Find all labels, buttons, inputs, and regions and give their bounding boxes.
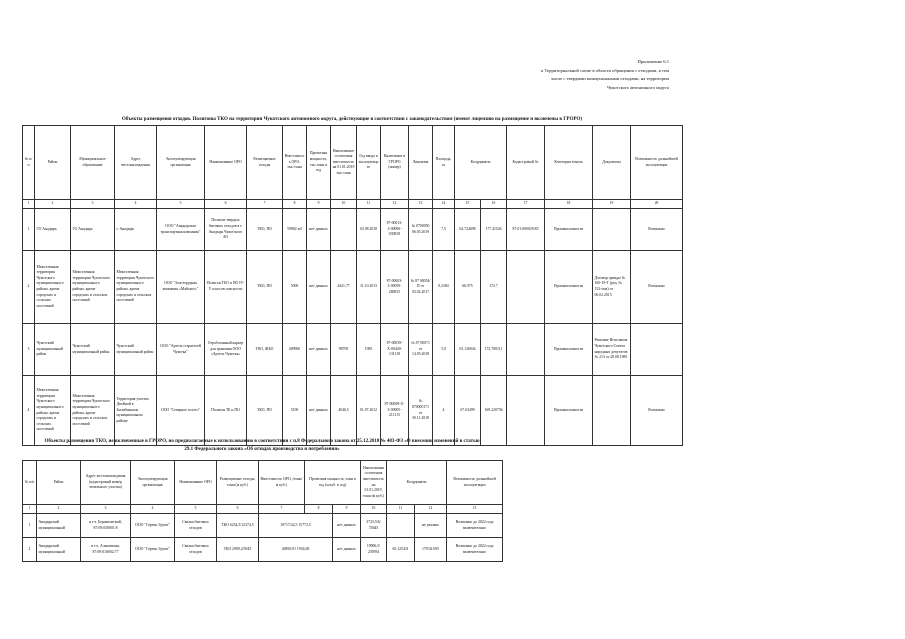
t2-header: Проектная мощность, тонн в год (м куб. в год) — [305, 461, 361, 505]
t2-cell — [387, 514, 415, 538]
t2-header: № п/п — [23, 461, 37, 505]
t1-header: Документы — [593, 126, 631, 200]
t2-cell: ТКО 6234,5/12374,5 — [217, 514, 259, 538]
t1-cell: 64.724698 — [455, 209, 481, 251]
t1-cell: № 87 00054/П от 03.02.2017 — [409, 251, 433, 324]
t1-cell: Межселенная территория Чукотского муниципального района, кроме городских и сельских поселений — [35, 376, 71, 446]
t2-cell: Свалка бытовых отходов — [175, 514, 217, 538]
t1-cell: ООО "Северное золото" — [157, 376, 205, 446]
t1-cell: ТКО, ЖБО — [247, 324, 283, 376]
t1-cell: Договор аренды № 160-19-Т (ред. № 152-ома) от 06.02.2015 — [593, 251, 631, 324]
t1-cell — [631, 324, 683, 376]
t1-cell: Возможно — [631, 251, 683, 324]
landfill-table — [22, 125, 683, 446]
t1-col-number: 15 — [455, 200, 481, 209]
table1-title: Объекты размещения отходов. Полигоны ТКО на территории Чукотского автономного округа, действующие в соответствии с законодательством (имеют лицензию на размещение и включены в ГРОРО) — [121, 117, 583, 122]
t1-cell: 67.63499 — [455, 376, 481, 446]
t1-cell: Решение Исполкома Чукотского Совета народных депутатов № 213 от 28.08.1985 — [593, 324, 631, 376]
t1-header: Адрес местонахождения — [115, 126, 157, 200]
t2-header: Вместимость ОРО, (тонн/м куб.) — [259, 461, 305, 505]
t1-cell: 87-00003-З-00059-280815 — [381, 251, 409, 324]
t2-cell: 1 — [23, 514, 37, 538]
t2-cell: Возможно до 2022 года включительно — [447, 514, 503, 538]
t1-cell: ГО Анадырь — [35, 209, 71, 251]
t1-cell: Территория участка Двойной в Билибинском муниципальном районе — [115, 376, 157, 446]
t1-cell: 177.41526 — [481, 209, 507, 251]
t1-cell: 4 — [23, 376, 35, 446]
t1-col-number: 6 — [205, 200, 247, 209]
t1-header: № п/п — [23, 126, 35, 200]
t1-cell: 169.220736 — [481, 376, 507, 446]
t2-col-number: 6 — [217, 505, 259, 514]
t1-cell: Межселенная территория Чукотского муниципального района, кроме городских и сельских поселений — [35, 251, 71, 324]
t2-header: Возможность дальнейшей эксплуатации — [447, 461, 503, 505]
table2-title-line-2: 29.1 Федерального закона «Об отходах производства и потребления» — [184, 447, 340, 452]
table1-header-row — [23, 126, 683, 200]
t1-col-number: 18 — [545, 200, 593, 209]
t2-cell: нет данных — [333, 514, 361, 538]
t2-col-number: 1 — [23, 505, 37, 514]
t1-col-number: 16 — [481, 200, 507, 209]
t1-cell: 59882 м3 — [283, 209, 307, 251]
t1-col-number: 10 — [331, 200, 357, 209]
appendix-note — [541, 58, 669, 92]
t1-cell: нет данных — [307, 376, 331, 446]
t1-cell: Межселенная территория Чукотского муниципального района, кроме городских и сельских поселений — [71, 251, 115, 324]
unregistered-sites-table — [22, 460, 503, 562]
t2-col-number: 8 — [305, 505, 333, 514]
t1-header: Вместимость ОРО, тыс.тонн — [283, 126, 307, 200]
t1-cell: ТКО, ПО — [247, 209, 283, 251]
table-row — [23, 324, 683, 376]
appendix-line-4: Чукотского автономного округа — [607, 84, 669, 90]
t1-cell: 4046,5 — [331, 376, 357, 446]
t1-cell: 172.7 — [481, 251, 507, 324]
t2-col-number: 11 — [387, 505, 415, 514]
t2-header: Эксплуатирующая организация — [131, 461, 175, 505]
t2-cell: 40850,81 1934,68 — [259, 538, 333, 562]
t2-cell: ООО "Сервис Групп" — [131, 514, 175, 538]
t1-col-number: 11 — [357, 200, 381, 209]
t1-cell: Чукотский муниципальный район — [35, 324, 71, 376]
t2-col-number: 12 — [415, 505, 447, 514]
t1-cell: ООО "Золоторудная компания «Майское»" — [157, 251, 205, 324]
t1-col-number: 1 — [23, 200, 35, 209]
t1-cell: 03.08.2018 — [357, 209, 381, 251]
t1-cell: Промышленности — [545, 209, 593, 251]
t1-header: Район — [35, 126, 71, 200]
t1-header: Эксплуатирующая организация — [157, 126, 205, 200]
t2-cell: в т.ч. Беринговский, 87:09:030001:8 — [81, 514, 131, 538]
t1-cell: Межселенная территория Чукотского муниципального района, кроме городских и сельских поселений — [71, 376, 115, 446]
t1-header: Площадь, га — [433, 126, 455, 200]
t1-cell: 87-00039-Х-00440-131118 — [381, 324, 409, 376]
t1-cell: 31.10.2013 — [357, 251, 381, 324]
appendix-line-2: к Территориальной схеме в области обращения с отходами, в том — [541, 67, 669, 73]
t1-cell: Промышленности — [545, 324, 593, 376]
t1-cell: ООО "Артель старателей Чукотка" — [157, 324, 205, 376]
t1-cell: 87-00013-З-00096-030818 — [381, 209, 409, 251]
t1-col-number: 20 — [631, 200, 683, 209]
t2-col-number: 5 — [175, 505, 217, 514]
t1-cell: 3 — [23, 324, 35, 376]
t1-cell: 5000 — [283, 251, 307, 324]
t1-cell: Промышленности — [545, 251, 593, 324]
t1-cell: 01.07.2012 — [357, 376, 381, 446]
t1-header: Лицензия — [409, 126, 433, 200]
t2-cell: в т.ч. Алькатваам, 87:09:010002:77 — [81, 538, 131, 562]
t1-cell — [507, 324, 545, 376]
t2-cell: 65.125431 — [387, 538, 415, 562]
t1-col-number: 2 — [35, 200, 71, 209]
table2-number-row — [23, 505, 503, 514]
t1-cell: 98709 — [331, 324, 357, 376]
t1-cell — [507, 376, 545, 446]
t2-cell: ТКО 2989,2/5945 — [217, 538, 259, 562]
t1-cell: 7,5 — [433, 209, 455, 251]
t2-cell: Анадырский муниципальный — [37, 514, 81, 538]
t1-col-number: 19 — [593, 200, 631, 209]
t1-cell: Межселенная территория Чукотского муниципального района, кроме городских и сельских поселений — [115, 251, 157, 324]
t2-cell: нет данных — [333, 538, 361, 562]
t1-cell: ГО Анадырь — [71, 209, 115, 251]
t1-cell: 65.126944 — [455, 324, 481, 376]
t1-cell: нет данных — [307, 251, 331, 324]
t1-header: Категория земель — [545, 126, 593, 200]
t1-header: Накопленное остаточная вместимость на 01.01.2019 тыс.тонн — [331, 126, 357, 200]
t1-cell: Чукотский муниципальный район — [115, 324, 157, 376]
t1-cell: № 870000171 от 30.11.2018 — [409, 376, 433, 446]
t1-cell: 172.700111 — [481, 324, 507, 376]
t1-header: Год ввода в эксплуатацию — [357, 126, 381, 200]
t1-cell: 5100 — [283, 376, 307, 446]
t1-header: Муниципальное образование — [71, 126, 115, 200]
t1-cell: ООО "Анадырская транспортная компания" — [157, 209, 205, 251]
table-row — [23, 376, 683, 446]
t1-cell: 1985 — [357, 324, 381, 376]
appendix-line-3: числе с твердыми коммунальными отходами, на территории — [551, 76, 669, 82]
table2-title — [22, 438, 502, 454]
t2-cell: 3723,5/6/ 74645 — [361, 514, 387, 538]
t1-cell — [331, 209, 357, 251]
t2-col-number: 7 — [259, 505, 305, 514]
t1-cell: № 87 00071 от 14.05.2018 — [409, 324, 433, 376]
t2-header: Размещаемые отходы, тонн (м куб.) — [217, 461, 259, 505]
t1-cell: 2 — [23, 251, 35, 324]
t1-col-number: 3 — [71, 200, 115, 209]
t1-cell — [593, 376, 631, 446]
t1-cell: № 0700050 06.05.2019 — [409, 209, 433, 251]
t1-cell: Полигон ТБ и ПО — [205, 376, 247, 446]
t1-cell: Полигон ТБО и ПО IV-V классов опасности — [205, 251, 247, 324]
t2-col-number: 10 — [361, 505, 387, 514]
t2-cell: Анадырский муниципальный — [37, 538, 81, 562]
t2-col-number: 9 — [333, 505, 361, 514]
t1-header: Размещаемые отходы — [247, 126, 283, 200]
t1-cell: 4421,77 — [331, 251, 357, 324]
t1-col-number: 8 — [283, 200, 307, 209]
t1-cell: 87-00008-Х-З-00905-211115 — [381, 376, 409, 446]
t2-header: Адрес местонахождения (кадастровый номер земельного участка) — [81, 461, 131, 505]
table-row — [23, 514, 503, 538]
t1-cell: Отработанный карьер для хранения ООО «Артель Чукотка» — [205, 324, 247, 376]
t1-cell: ТКО, ПО — [247, 251, 283, 324]
t1-cell: ТКО, ПО — [247, 376, 283, 446]
t1-cell: нет данных — [307, 324, 331, 376]
t2-header: Накопленная остаточная вместимость на 01.01.2019, тонн (м куб.) — [361, 461, 387, 505]
t1-cell: 87:01:000029:85 — [507, 209, 545, 251]
table1-number-row — [23, 200, 683, 209]
table-row — [23, 538, 503, 562]
table-row — [23, 209, 683, 251]
t2-col-number: 3 — [81, 505, 131, 514]
t1-col-number: 4 — [115, 200, 157, 209]
t1-col-number: 17 — [507, 200, 545, 209]
t2-cell: Возможно до 2022 года включительно — [447, 538, 503, 562]
t1-col-number: 9 — [307, 200, 331, 209]
t1-cell: Промышленности — [545, 376, 593, 446]
t1-col-number: 14 — [433, 200, 455, 209]
t1-header: Включение в ГРОРО (номер) — [381, 126, 409, 200]
t2-cell: 179.02.695 — [415, 538, 447, 562]
t1-col-number: 5 — [157, 200, 205, 209]
t1-col-number: 13 — [409, 200, 433, 209]
t2-cell: не указано — [415, 514, 447, 538]
t1-cell: Чукотский муниципальный район — [71, 324, 115, 376]
t1-col-number: 12 — [381, 200, 409, 209]
t2-header: Координаты — [387, 461, 447, 505]
t1-cell: 409900 — [283, 324, 307, 376]
t2-col-number: 13 — [447, 505, 503, 514]
t1-header: Наименование ОРО — [205, 126, 247, 200]
t1-header: Координаты — [455, 126, 507, 200]
t2-header: Район — [37, 461, 81, 505]
table-row — [23, 251, 683, 324]
t1-cell: 1 — [23, 209, 35, 251]
t2-header: Наименование ОРО — [175, 461, 217, 505]
t1-cell: 0,2384 — [433, 251, 455, 324]
t1-cell: 66.975 — [455, 251, 481, 324]
t1-cell: нет данных — [307, 209, 331, 251]
t1-col-number: 7 — [247, 200, 283, 209]
t1-header: Возможность дальнейшей эксплуатации — [631, 126, 683, 200]
t1-cell — [593, 209, 631, 251]
t2-col-number: 4 — [131, 505, 175, 514]
t1-cell: Возможно — [631, 209, 683, 251]
t2-cell: 2 — [23, 538, 37, 562]
t2-cell: 10717/42,5 15772,5 — [259, 514, 333, 538]
t1-header: Проектная мощность, тыс.тонн в год — [307, 126, 331, 200]
t2-cell: 19906,5/ 239594 — [361, 538, 387, 562]
t2-cell: ООО "Сервис Групп" — [131, 538, 175, 562]
t2-cell: Свалка бытовых отходов — [175, 538, 217, 562]
appendix-line-1: Приложение 6.1 — [637, 59, 669, 64]
t1-cell: 4 — [433, 376, 455, 446]
t1-cell: 5,9 — [433, 324, 455, 376]
table2-header-row — [23, 461, 503, 505]
t1-cell: г. Анадырь — [115, 209, 157, 251]
t1-cell: Полигон твердых бытовых отходов в г. Анадырь Чукотского АО — [205, 209, 247, 251]
table2-title-line-1: Объекты размещения ТКО, не включенные в ГРОРО, но предполагаемые к использованию в соответствии с п.8 Федерального закона от 25.12.2018 № 483-ФЗ «О внесении изменений в статью — [44, 439, 480, 444]
t1-cell — [507, 251, 545, 324]
t2-col-number: 2 — [37, 505, 81, 514]
t1-cell: Возможно — [631, 376, 683, 446]
t1-header: Кадастровый № — [507, 126, 545, 200]
